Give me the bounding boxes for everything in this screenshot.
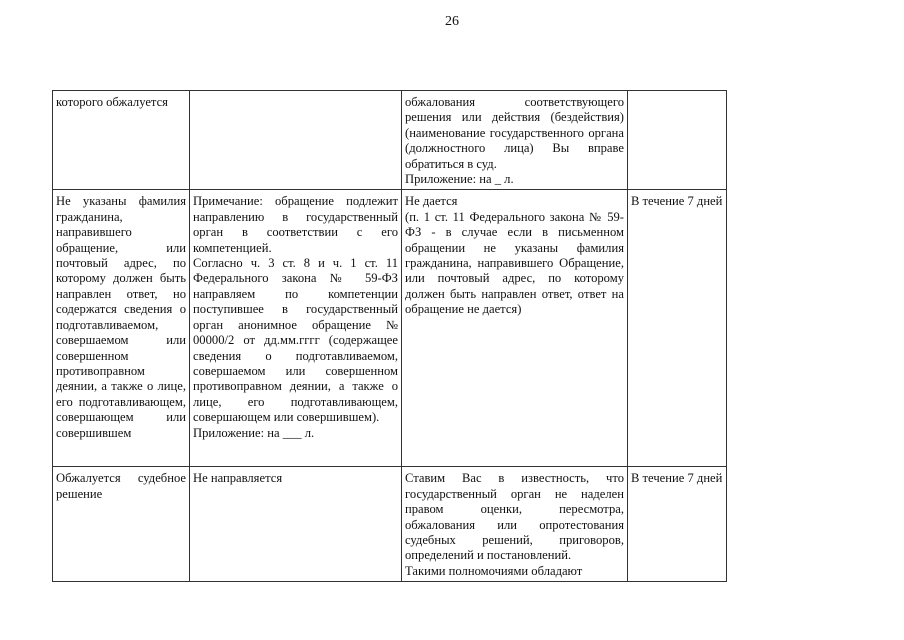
response-status: Не дается xyxy=(405,194,458,209)
legal-basis-text: (п. 1 ст. 11 Федерального закона № 59-ФЗ - в случае если в письменном обращении не указаны фамилия гражданина, направившего Обращение, или почтовый адрес, по которому должен быть направлен ответ, ответ на обращение не дается) xyxy=(405,209,624,317)
deadline-cell: В течение 7 дней xyxy=(628,467,727,582)
continuation-text: Такими полномочиями обладают xyxy=(405,563,583,578)
page-number: 26 xyxy=(445,14,459,29)
action-cell xyxy=(190,91,402,190)
action-cell: Не направляется xyxy=(190,467,402,582)
action-cell xyxy=(190,190,402,467)
note-text: Примечание: обращение подлежит направлению в государственный орган в соответствии с его компетенцией. xyxy=(193,194,398,255)
response-cell xyxy=(402,190,628,467)
response-cell xyxy=(402,91,628,190)
deadline-cell xyxy=(628,91,727,190)
table-row xyxy=(53,190,727,467)
attachment-note: Приложение: на ___ л. xyxy=(193,425,315,440)
attachment-note: Приложение: на _ л. xyxy=(405,172,514,187)
table-row xyxy=(53,467,727,582)
situation-cell: которого обжалуется xyxy=(53,91,190,190)
situation-cell: Не указаны фамилия гражданина, направившего обращение, или почтовый адрес, по которому должен быть направлен ответ, но содержатся сведения о подготавливаемом, совершаемом или совершенном противоправном деянии, а также о лице, его подготавливающем, совершающем или совершившем xyxy=(53,190,190,467)
response-text: обжалования соответствующего решения или действия (бездействия) (наименование государственного органа (должностного лица) Вы вправе обратиться в суд. xyxy=(405,95,624,171)
document-table xyxy=(52,90,727,582)
forwarding-text: Согласно ч. 3 ст. 8 и ч. 1 ст. 11 Федерального закона № 59-ФЗ направляем по компетенции поступившее в государственный орган анонимное обращение № 00000/2 от дд.мм.гггг (содержащее сведения о подготавливаемом, совершаемом или совершенном противоправном деянии, а также о лице, его подготавливающем, совершающем или совершившем). xyxy=(193,256,398,425)
situation-cell: Обжалуется судебное решение xyxy=(53,467,190,582)
deadline-cell: В течение 7 дней xyxy=(628,190,727,467)
table-row xyxy=(53,91,727,190)
response-cell xyxy=(402,467,628,582)
response-text: Ставим Вас в известность, что государственный орган не наделен правом оценки, пересмотра, обжалования или опротестования судебных решений, приговоров, определений и постановлений. xyxy=(405,471,624,563)
